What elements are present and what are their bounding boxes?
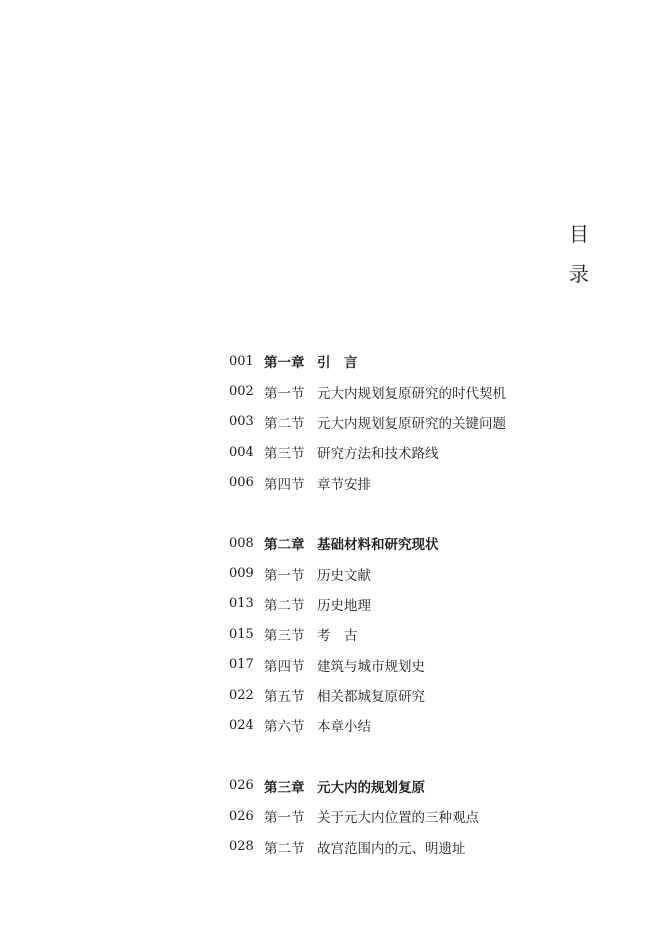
toc-chapter-1[interactable] — [229, 346, 629, 376]
toc-section-label: 第四节 — [264, 476, 305, 493]
toc-section-3-2[interactable] — [229, 831, 629, 861]
toc-chapter-label: 第一章 — [264, 355, 305, 372]
toc-section-2-2[interactable] — [229, 589, 629, 619]
toc-chapter-title: 引 言 — [317, 355, 358, 372]
toc-page-number: 003 — [229, 414, 254, 430]
toc-section-label: 第六节 — [264, 719, 305, 736]
page-title-char-2: 录 — [569, 262, 589, 286]
toc-page-number: 028 — [229, 839, 254, 855]
toc-section-label: 第三节 — [264, 628, 305, 645]
toc-section-title: 章节安排 — [317, 476, 371, 493]
toc-section-1-3[interactable] — [229, 437, 629, 467]
toc-chapter-label: 第三章 — [264, 779, 305, 796]
toc-section-title: 元大内规划复原研究的关键问题 — [317, 415, 506, 432]
chapter-spacer — [229, 498, 629, 528]
toc-section-title: 建筑与城市规划史 — [317, 658, 425, 675]
toc-section-label: 第二节 — [264, 840, 305, 857]
toc-section-title: 考 古 — [317, 628, 358, 645]
toc-section-label: 第一节 — [264, 810, 305, 827]
toc-chapter-title: 元大内的规划复原 — [317, 779, 425, 796]
toc-page-number: 015 — [229, 626, 254, 642]
toc-section-3-1[interactable] — [229, 801, 629, 831]
toc-section-title: 元大内规划复原研究的时代契机 — [317, 385, 506, 402]
toc-section-label: 第四节 — [264, 658, 305, 675]
toc-page-number: 022 — [229, 687, 254, 703]
toc-section-title: 本章小结 — [317, 719, 371, 736]
toc-section-title: 研究方法和技术路线 — [317, 446, 439, 463]
toc-section-title: 历史文献 — [317, 567, 371, 584]
toc-page-number: 006 — [229, 475, 254, 491]
toc-page-number: 001 — [229, 353, 254, 369]
toc-page-number: 024 — [229, 717, 254, 733]
toc-chapter-label: 第二章 — [264, 537, 305, 554]
toc-page-number: 009 — [229, 566, 254, 582]
toc-section-title: 故宫范围内的元、明遗址 — [317, 840, 466, 857]
toc-section-1-2[interactable] — [229, 407, 629, 437]
toc-section-label: 第二节 — [264, 597, 305, 614]
toc-section-title: 相关都城复原研究 — [317, 689, 425, 706]
toc-section-label: 第一节 — [264, 385, 305, 402]
chapter-spacer — [229, 741, 629, 771]
toc-section-2-3[interactable] — [229, 619, 629, 649]
page-title-char-1: 目 — [569, 222, 589, 246]
toc-section-1-1[interactable] — [229, 376, 629, 406]
toc-chapter-title: 基础材料和研究现状 — [317, 537, 439, 554]
toc-page-number: 017 — [229, 657, 254, 673]
page-title — [564, 214, 594, 294]
toc-chapter-3[interactable] — [229, 771, 629, 801]
toc-section-title: 历史地理 — [317, 597, 371, 614]
toc-section-label: 第五节 — [264, 689, 305, 706]
toc-section-2-1[interactable] — [229, 558, 629, 588]
toc-page-number: 026 — [229, 778, 254, 794]
toc-page-number: 013 — [229, 596, 254, 612]
toc-page-number: 008 — [229, 535, 254, 551]
toc-section-label: 第一节 — [264, 567, 305, 584]
toc-section-2-5[interactable] — [229, 680, 629, 710]
toc-section-label: 第二节 — [264, 415, 305, 432]
toc-section-2-6[interactable] — [229, 710, 629, 740]
toc-section-1-4[interactable] — [229, 468, 629, 498]
toc-page-number: 004 — [229, 444, 254, 460]
toc-section-2-4[interactable] — [229, 650, 629, 680]
toc-page-number: 002 — [229, 384, 254, 400]
toc-page-number: 026 — [229, 808, 254, 824]
toc-section-title: 关于元大内位置的三种观点 — [317, 810, 479, 827]
toc-chapter-2[interactable] — [229, 528, 629, 558]
toc-section-label: 第三节 — [264, 446, 305, 463]
table-of-contents — [229, 346, 629, 862]
